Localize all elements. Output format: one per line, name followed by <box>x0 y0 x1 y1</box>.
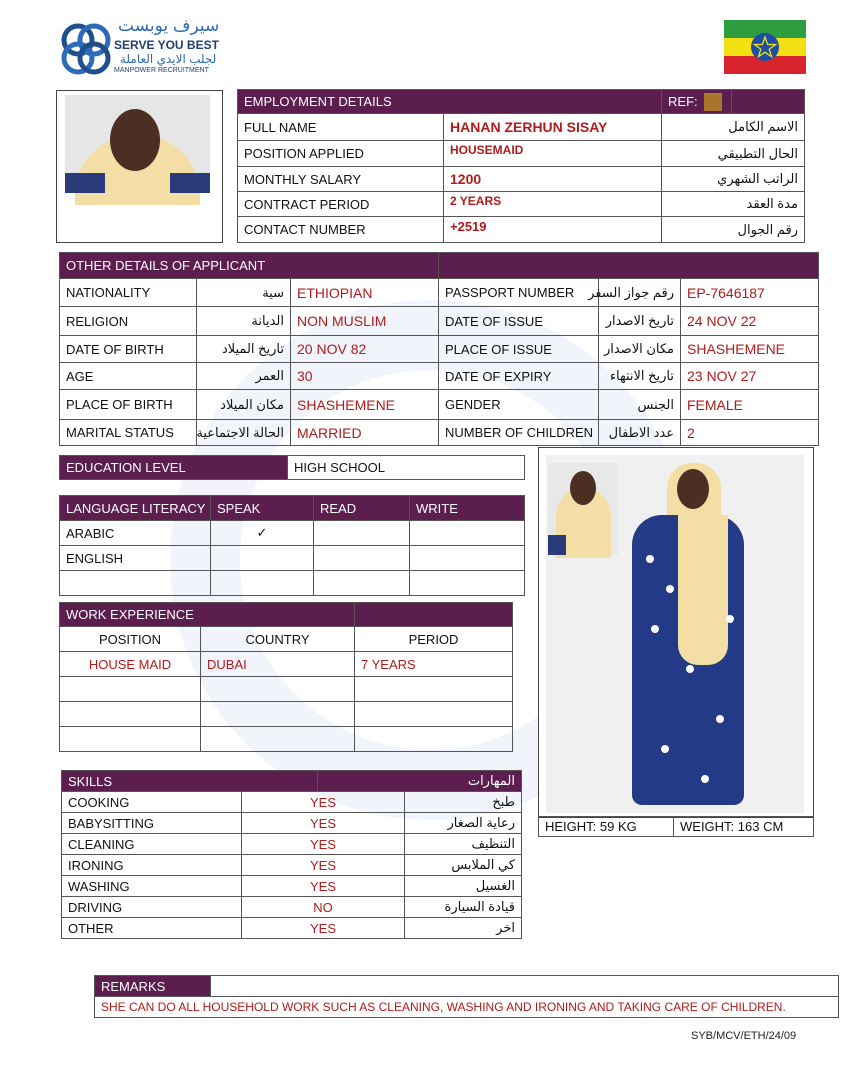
work-col-country: COUNTRY <box>201 627 355 652</box>
other-details-header-right <box>439 253 819 279</box>
skill-name: OTHER <box>62 918 242 939</box>
other-label-left: DATE OF BIRTH <box>60 336 197 363</box>
other-label-right: DATE OF EXPIRY <box>439 363 599 390</box>
other-value-left: 20 NOV 82 <box>291 336 439 363</box>
small-portrait <box>548 463 618 555</box>
flag-emblem-icon <box>751 33 779 61</box>
work-col-position: POSITION <box>60 627 201 652</box>
other-arabic-left: الديانة <box>197 307 291 336</box>
language-arabic-write <box>410 521 525 546</box>
other-label-right: DATE OF ISSUE <box>439 307 599 336</box>
other-value-right: 2 <box>681 420 819 446</box>
other-arabic-right: تاريخ الاصدار <box>599 307 681 336</box>
weight-value: WEIGHT: 163 CM <box>674 817 814 837</box>
other-label-left: AGE <box>60 363 197 390</box>
other-arabic-right: رقم جواز السفر <box>599 279 681 307</box>
logo-sub: MANPOWER RECRUITMENT <box>114 67 209 74</box>
other-value-right: 24 NOV 22 <box>681 307 819 336</box>
remarks-label-spacer <box>211 976 839 997</box>
skill-value: YES <box>242 855 405 876</box>
contract-value: 2 YEARS <box>444 192 662 217</box>
employment-header: EMPLOYMENT DETAILS <box>238 90 662 114</box>
language-header-read: READ <box>314 496 410 521</box>
skill-value: YES <box>242 876 405 897</box>
logo-arabic: سيرف يوبست <box>118 16 220 35</box>
height-value: HEIGHT: 59 KG <box>539 817 674 837</box>
other-details-row <box>60 307 819 336</box>
other-label-left: MARITAL STATUS <box>60 420 197 446</box>
work-country: DUBAI <box>201 652 355 677</box>
skill-row <box>62 834 522 855</box>
other-arabic-right: تاريخ الانتهاء <box>599 363 681 390</box>
language-table <box>59 495 525 596</box>
education-label: EDUCATION LEVEL <box>60 456 288 480</box>
remarks-table <box>94 975 839 1018</box>
skill-name: WASHING <box>62 876 242 897</box>
other-arabic-left: العمر <box>197 363 291 390</box>
skill-arabic: اخر <box>405 918 522 939</box>
ref-value <box>732 90 805 114</box>
skills-header-table <box>61 770 522 792</box>
other-details-table <box>59 252 819 279</box>
work-experience-header: WORK EXPERIENCE <box>60 603 355 627</box>
position-value: HOUSEMAID <box>444 141 662 167</box>
other-label-right: GENDER <box>439 390 599 420</box>
skill-value: YES <box>242 834 405 855</box>
skill-value: YES <box>242 813 405 834</box>
other-arabic-right: الجنس <box>599 390 681 420</box>
fullname-value: HANAN ZERHUN SISAY <box>444 114 662 141</box>
language-english-write <box>410 546 525 571</box>
remarks-label: REMARKS <box>95 976 211 997</box>
other-value-left: 30 <box>291 363 439 390</box>
skill-arabic: الغسيل <box>405 876 522 897</box>
other-value-right: EP-7646187 <box>681 279 819 307</box>
contact-value: +2519 <box>444 217 662 243</box>
other-details-row <box>60 420 819 446</box>
other-label-right: PASSPORT NUMBER <box>439 279 599 307</box>
salary-label: MONTHLY SALARY <box>238 167 444 192</box>
work-period: 7 YEARS <box>355 652 513 677</box>
other-details-rows <box>59 278 819 446</box>
other-arabic-left: مكان الميلاد <box>197 390 291 420</box>
skill-name: IRONING <box>62 855 242 876</box>
other-value-left: ETHIOPIAN <box>291 279 439 307</box>
other-arabic-right: عدد الاطفال <box>599 420 681 446</box>
other-label-left: RELIGION <box>60 307 197 336</box>
contact-label: CONTACT NUMBER <box>238 217 444 243</box>
skill-arabic: قيادة السيارة <box>405 897 522 918</box>
language-header-speak: SPEAK <box>211 496 314 521</box>
language-english-read <box>314 546 410 571</box>
language-empty <box>60 571 211 596</box>
language-header-literacy: LANGUAGE LITERACY <box>60 496 211 521</box>
other-arabic-left: الحالة الاجتماعية <box>197 420 291 446</box>
skill-value: YES <box>242 918 405 939</box>
language-english: ENGLISH <box>60 546 211 571</box>
logo-knot-icon <box>60 20 112 80</box>
skill-row <box>62 792 522 813</box>
other-arabic-left: سية <box>197 279 291 307</box>
salary-arabic: الراتب الشهري <box>662 167 805 192</box>
skill-arabic: كي الملابس <box>405 855 522 876</box>
skill-name: CLEANING <box>62 834 242 855</box>
logo-english: SERVE YOU BEST <box>114 38 219 52</box>
work-position: HOUSE MAID <box>60 652 201 677</box>
company-logo <box>60 18 250 80</box>
other-value-right: 23 NOV 27 <box>681 363 819 390</box>
skill-row <box>62 813 522 834</box>
measurements-table <box>538 816 814 837</box>
skill-value: YES <box>242 792 405 813</box>
other-value-left: SHASHEMENE <box>291 390 439 420</box>
skill-row <box>62 855 522 876</box>
full-body-photo <box>538 447 814 818</box>
language-arabic-read <box>314 521 410 546</box>
work-col-period: PERIOD <box>355 627 513 652</box>
skills-header: SKILLS <box>62 771 318 792</box>
work-experience-header-right <box>355 603 513 627</box>
skill-name: DRIVING <box>62 897 242 918</box>
language-arabic: ARABIC <box>60 521 211 546</box>
education-value: HIGH SCHOOL <box>288 456 525 480</box>
skills-table <box>61 791 522 939</box>
logo-arabic-sub: لجلب الايدي العاملة <box>120 52 217 66</box>
other-label-right: NUMBER OF CHILDREN <box>439 420 599 446</box>
other-value-left: MARRIED <box>291 420 439 446</box>
other-label-right: PLACE OF ISSUE <box>439 336 599 363</box>
profile-photo <box>56 90 223 243</box>
other-label-left: NATIONALITY <box>60 279 197 307</box>
skill-value: NO <box>242 897 405 918</box>
other-value-right: FEMALE <box>681 390 819 420</box>
skills-header-arabic: المهارات <box>318 771 522 792</box>
language-header-write: WRITE <box>410 496 525 521</box>
employment-details-table <box>237 89 805 243</box>
other-details-row <box>60 336 819 363</box>
skill-arabic: طبخ <box>405 792 522 813</box>
skill-row <box>62 876 522 897</box>
ref-label: REF: <box>662 90 732 114</box>
language-english-speak <box>211 546 314 571</box>
skill-arabic: رعاية الصغار <box>405 813 522 834</box>
skill-name: COOKING <box>62 792 242 813</box>
other-value-left: NON MUSLIM <box>291 307 439 336</box>
other-arabic-right: مكان الاصدار <box>599 336 681 363</box>
skill-name: BABYSITTING <box>62 813 242 834</box>
position-arabic: الحال التطبيقي <box>662 141 805 167</box>
education-table <box>59 455 525 480</box>
fullname-arabic: الاسم الكامل <box>662 114 805 141</box>
contract-label: CONTRACT PERIOD <box>238 192 444 217</box>
fullname-label: FULL NAME <box>238 114 444 141</box>
other-details-row <box>60 279 819 307</box>
language-arabic-speak: ✓ <box>211 521 314 546</box>
contact-arabic: رقم الجوال <box>662 217 805 243</box>
skill-row <box>62 918 522 939</box>
contract-arabic: مدة العقد <box>662 192 805 217</box>
work-experience-table <box>59 602 513 752</box>
salary-value: 1200 <box>444 167 662 192</box>
ethiopia-flag <box>724 20 806 74</box>
position-label: POSITION APPLIED <box>238 141 444 167</box>
footer-code: SYB/MCV/ETH/24/09 <box>691 1030 797 1042</box>
other-label-left: PLACE OF BIRTH <box>60 390 197 420</box>
other-details-row <box>60 363 819 390</box>
other-arabic-left: تاريخ الميلاد <box>197 336 291 363</box>
skill-arabic: التنظيف <box>405 834 522 855</box>
ref-stamp <box>704 93 722 111</box>
other-details-row <box>60 390 819 420</box>
other-details-header: OTHER DETAILS OF APPLICANT <box>60 253 439 279</box>
other-value-right: SHASHEMENE <box>681 336 819 363</box>
skill-row <box>62 897 522 918</box>
remarks-text: SHE CAN DO ALL HOUSEHOLD WORK SUCH AS CLEANING, WASHING AND IRONING AND TAKING CARE OF CHILDREN. <box>95 997 839 1018</box>
